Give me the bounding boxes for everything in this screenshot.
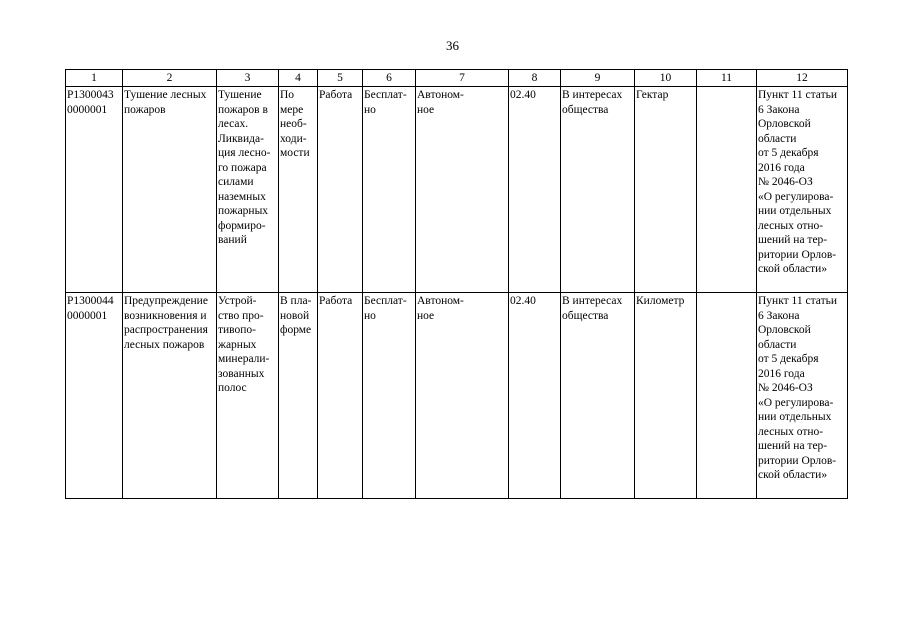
header-cell: 7	[416, 70, 509, 87]
work-content-cell: Устрой- ство про- тивопо- жарных минерали- зованных полос	[217, 293, 279, 499]
header-cell: 12	[757, 70, 848, 87]
okved-cell: 02.40	[509, 87, 561, 293]
consumers-cell: В интересах общества	[561, 87, 635, 293]
empty-cell	[697, 293, 757, 499]
work-content-cell: Тушение пожаров в лесах. Ликвида- ция лесно- го пожара силами наземных пожарных формиро- ваний	[217, 87, 279, 293]
header-cell: 6	[363, 70, 416, 87]
okved-cell: 02.40	[509, 293, 561, 499]
header-cell: 8	[509, 70, 561, 87]
service-name-cell: Предупреждение возникновения и распространения лесных пожаров	[123, 293, 217, 499]
empty-cell	[697, 87, 757, 293]
table-row	[66, 293, 848, 499]
service-name-cell: Тушение лесных пожаров	[123, 87, 217, 293]
header-row	[66, 70, 848, 87]
legal-basis-cell: Пункт 11 статьи 6 Закона Орловской области от 5 декабря 2016 года № 2046-ОЗ «О регулирова- нии отдельных лесных отно- шений на тер- ритории Орлов- ской области»	[757, 87, 848, 293]
legal-basis-cell: Пункт 11 статьи 6 Закона Орловской области от 5 декабря 2016 года № 2046-ОЗ «О регулирова- нии отдельных лесных отно- шений на тер- ритории Орлов- ской области»	[757, 293, 848, 499]
payment-cell: Бесплат- но	[363, 293, 416, 499]
registry-code-cell: Р1300043 0000001	[66, 87, 123, 293]
header-cell: 1	[66, 70, 123, 87]
institution-type-cell: Автоном- ное	[416, 293, 509, 499]
page-number: 36	[446, 38, 459, 53]
header-cell: 5	[318, 70, 363, 87]
header-cell: 3	[217, 70, 279, 87]
table-row	[66, 87, 848, 293]
header-cell: 11	[697, 70, 757, 87]
payment-cell: Бесплат- но	[363, 87, 416, 293]
registry-code-cell: Р1300044 0000001	[66, 293, 123, 499]
header-cell: 10	[635, 70, 697, 87]
condition-cell: В пла- новой форме	[279, 293, 318, 499]
consumers-cell: В интересах общества	[561, 293, 635, 499]
header-cell: 4	[279, 70, 318, 87]
header-cell: 2	[123, 70, 217, 87]
institution-type-cell: Автоном- ное	[416, 87, 509, 293]
unit-cell: Гектар	[635, 87, 697, 293]
services-table	[65, 69, 848, 499]
header-cell: 9	[561, 70, 635, 87]
type-cell: Работа	[318, 293, 363, 499]
type-cell: Работа	[318, 87, 363, 293]
condition-cell: По мере необ- ходи- мости	[279, 87, 318, 293]
unit-cell: Километр	[635, 293, 697, 499]
